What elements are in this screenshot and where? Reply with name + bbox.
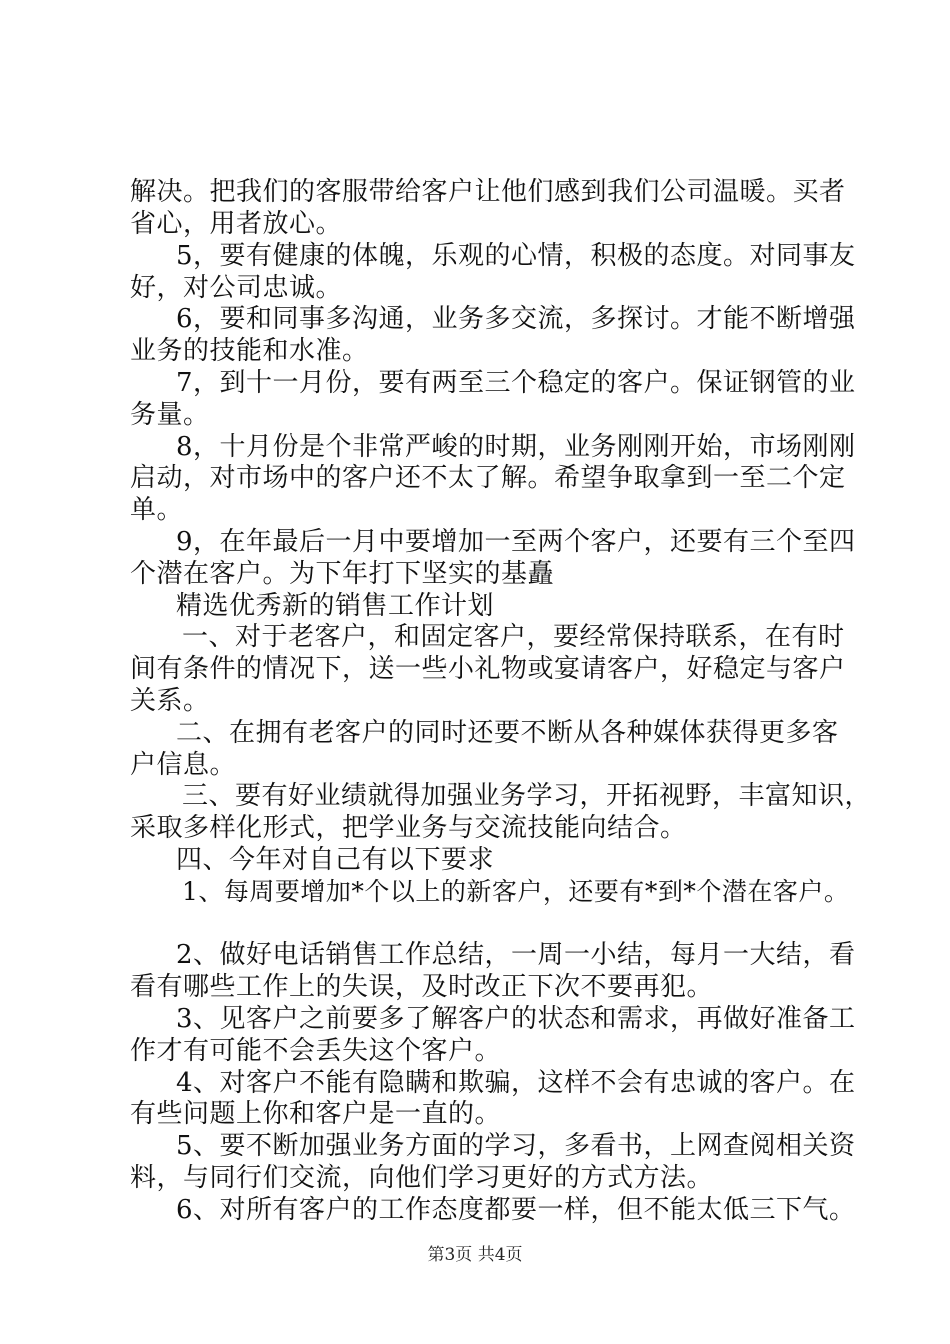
text-line: 看有哪些工作上的失误，及时改正下次不要再犯。 — [130, 972, 714, 1002]
text-line: 解决。把我们的客服带给客户让他们感到我们公司温暖。买者 — [130, 177, 846, 207]
text-line: 8，十月份是个非常严峻的时期，业务刚刚开始，市场刚刚 — [176, 432, 856, 462]
text-line: 作才有可能不会丢失这个客户。 — [130, 1036, 502, 1066]
text-line: 间有条件的情况下，送一些小礼物或宴请客户，好稳定与客户 — [130, 654, 846, 684]
text-line: 省心，用者放心。 — [130, 209, 343, 239]
text-line: 5，要有健康的体魄，乐观的心情，积极的态度。对同事友 — [176, 241, 856, 271]
text-line: 三、要有好业绩就得加强业务学习，开拓视野，丰富知识， — [182, 781, 872, 811]
text-line: 6，要和同事多沟通，业务多交流，多探讨。才能不断增强 — [176, 304, 856, 334]
text-line: 四、今年对自己有以下要求 — [176, 845, 495, 875]
text-line: 4、对客户不能有隐瞒和欺骗，这样不会有忠诚的客户。在 — [176, 1068, 856, 1098]
text-line: 5、要不断加强业务方面的学习，多看书，上网查阅相关资 — [176, 1131, 856, 1161]
text-line: 7，到十一月份，要有两至三个稳定的客户。保证钢管的业 — [176, 368, 856, 398]
text-line: 6、对所有客户的工作态度都要一样，但不能太低三下气。 — [176, 1195, 856, 1225]
text-line: 2、做好电话销售工作总结，一周一小结，每月一大结，看 — [176, 940, 856, 970]
text-line: 料，与同行们交流，向他们学习更好的方式方法。 — [130, 1163, 714, 1193]
text-line: 户信息。 — [130, 750, 237, 780]
page-number-footer: 第3页 共4页 — [427, 1245, 523, 1265]
text-line: 采取多样化形式，把学业务与交流技能向结合。 — [130, 813, 687, 843]
text-line: 单。 — [130, 495, 184, 525]
text-line: 业务的技能和水准。 — [130, 336, 369, 366]
text-line: 二、在拥有老客户的同时还要不断从各种媒体获得更多客 — [176, 718, 839, 748]
text-line: 3、见客户之前要多了解客户的状态和需求，再做好准备工 — [176, 1004, 856, 1034]
text-line: 关系。 — [130, 686, 210, 716]
section-heading: 精选优秀新的销售工作计划 — [176, 591, 495, 621]
text-line: 有些问题上你和客户是一直的。 — [130, 1099, 502, 1129]
text-line: 1、每周要增加*个以上的新客户，还要有*到*个潜在客户。 — [182, 877, 850, 906]
text-line: 好，对公司忠诚。 — [130, 273, 343, 303]
text-line: 启动，对市场中的客户还不太了解。希望争取拿到一至二个定 — [130, 463, 846, 493]
text-line: 务量。 — [130, 400, 210, 430]
text-line: 个潜在客户。为下年打下坚实的基矗 — [130, 559, 555, 589]
text-line: 9，在年最后一月中要增加一至两个客户，还要有三个至四 — [176, 527, 856, 557]
text-line: 一、对于老客户，和固定客户，要经常保持联系，在有时 — [182, 622, 845, 652]
